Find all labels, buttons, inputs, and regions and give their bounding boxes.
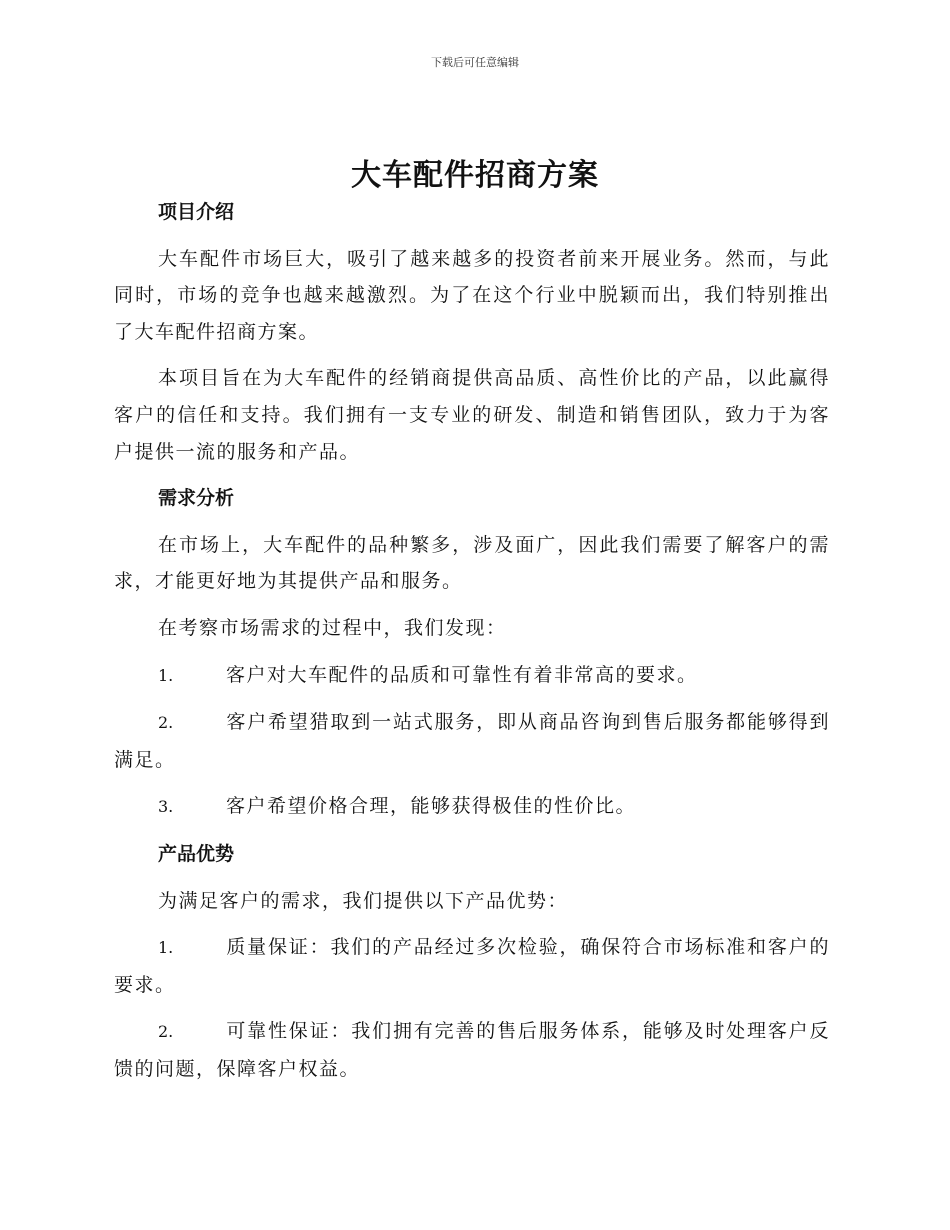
paragraph: 在考察市场需求的过程中，我们发现：: [158, 616, 507, 639]
section-heading-demand: 需求分析: [158, 487, 235, 510]
list-item: [114, 657, 830, 695]
list-item: [114, 929, 830, 1003]
list-item: [114, 704, 830, 778]
document-body: [114, 194, 830, 1097]
document-title: 大车配件招商方案: [351, 158, 599, 193]
list-item: [114, 788, 830, 826]
list-number: 1.: [158, 938, 174, 958]
list-item: [114, 1013, 830, 1087]
paragraph: 本项目旨在为大车配件的经销商提供高品质、高性价比的产品，以此赢得客户的信任和支持。我们拥有一支专业的研发、制造和销售团队，致力于为客户提供一流的服务和产品。: [114, 367, 830, 463]
paragraph: 在市场上，大车配件的品种繁多，涉及面广，因此我们需要了解客户的需求，才能更好地为其提供产品和服务。: [114, 533, 830, 593]
list-number: 2.: [158, 1022, 174, 1042]
list-text: 可靠性保证：我们拥有完善的售后服务体系，能够及时处理客户反馈的问题，保障客户权益。: [114, 1020, 830, 1080]
page-header: 下载后可任意编辑: [431, 56, 519, 69]
list-text: 客户希望价格合理，能够获得极佳的性价比。: [226, 795, 637, 818]
list-number: 1.: [158, 665, 174, 685]
paragraph: 大车配件市场巨大，吸引了越来越多的投资者前来开展业务。然而，与此同时，市场的竞争也越来越激烈。为了在这个行业中脱颖而出，我们特别推出了大车配件招商方案。: [114, 247, 830, 343]
section-heading-intro: 项目介绍: [158, 201, 235, 223]
list-number: 2.: [158, 713, 174, 733]
section-heading-advantages: 产品优势: [158, 842, 235, 865]
list-text: 客户希望猎取到一站式服务，即从商品咨询到售后服务都能够得到满足。: [114, 711, 830, 771]
paragraph: 为满足客户的需求，我们提供以下产品优势：: [158, 889, 569, 912]
list-text: 质量保证：我们的产品经过多次检验，确保符合市场标准和客户的要求。: [114, 936, 830, 996]
list-number: 3.: [158, 797, 174, 817]
list-text: 客户对大车配件的品质和可靠性有着非常高的要求。: [226, 663, 698, 686]
